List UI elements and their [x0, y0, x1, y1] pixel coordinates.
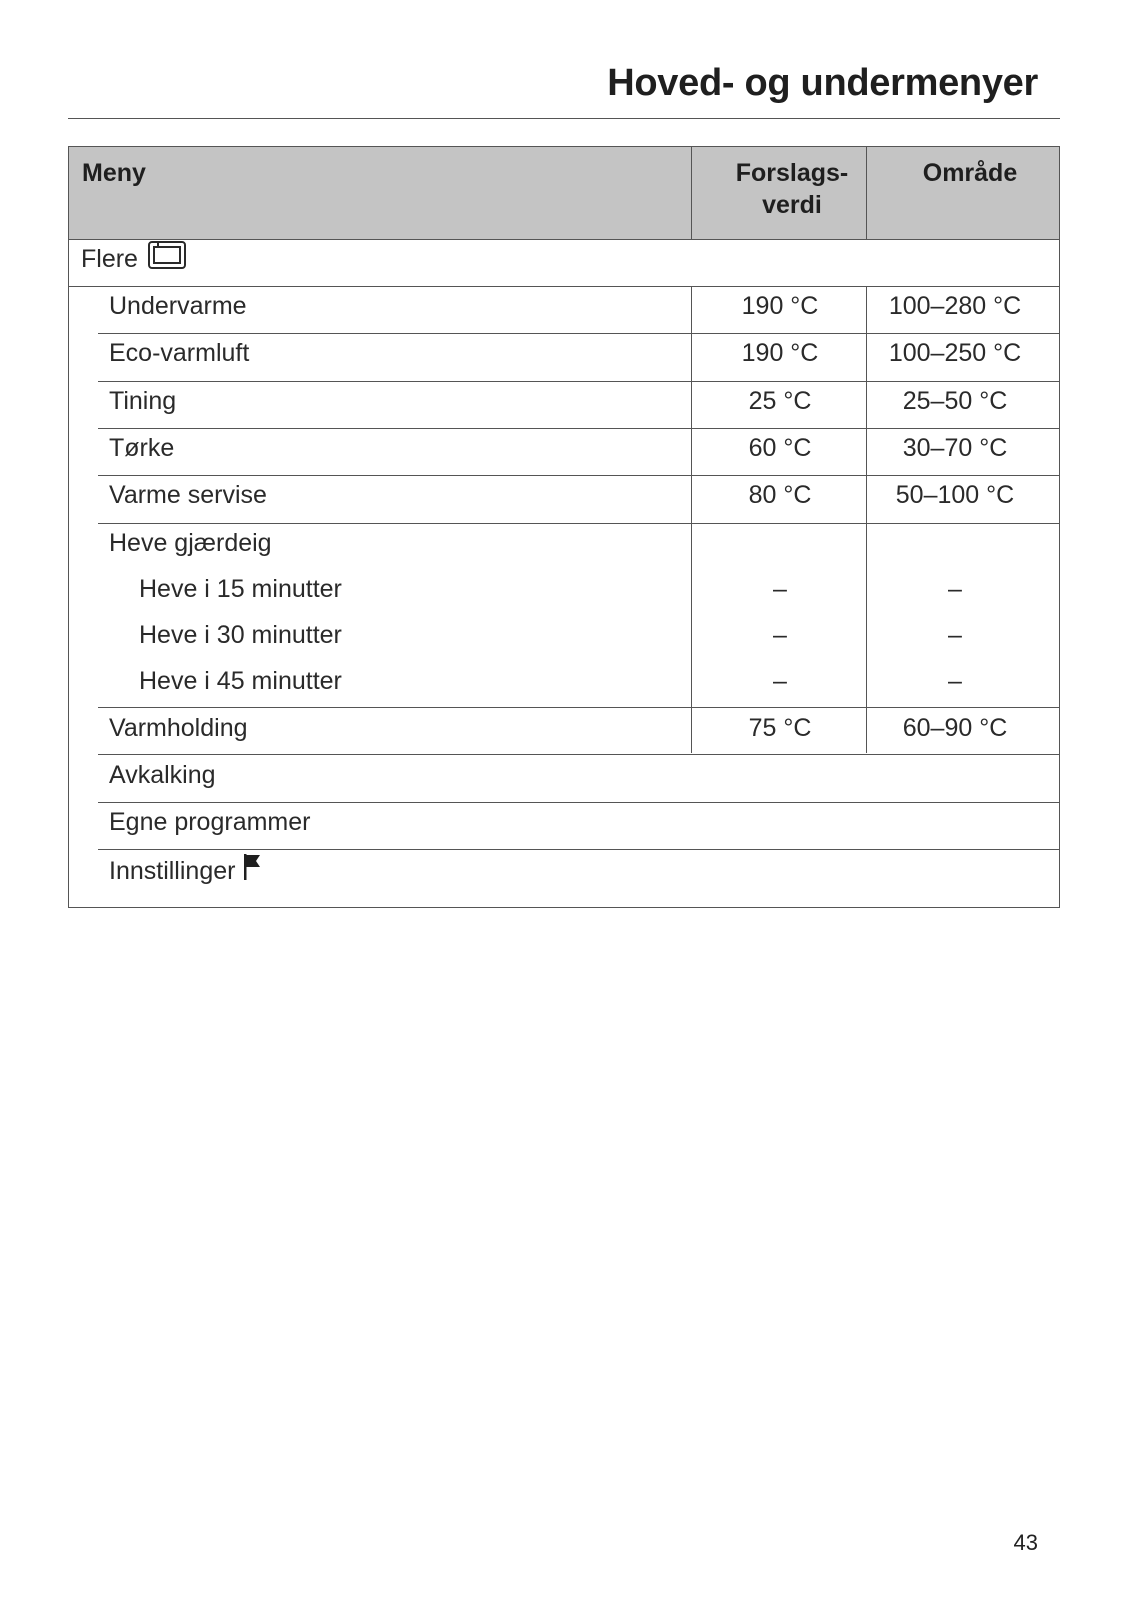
row-label: Eco-varmluft	[109, 339, 250, 367]
row-suggested: 60 °C	[748, 434, 812, 462]
page-title: Hoved- og undermenyer	[607, 62, 1038, 104]
row-divider	[98, 381, 1059, 382]
row-label: Avkalking	[109, 761, 216, 789]
row-range: 60–90 °C	[902, 714, 1008, 742]
row-label: Varme servise	[109, 481, 267, 509]
row-label: Varmholding	[109, 714, 248, 742]
row-suggested: 25 °C	[748, 387, 812, 415]
row-suggested: –	[773, 575, 787, 603]
table-header	[69, 147, 1059, 240]
row-range: –	[948, 575, 962, 603]
row-divider	[98, 523, 1059, 524]
header-range: Område	[922, 159, 1018, 187]
header-suggested	[702, 157, 882, 221]
row-suggested: 75 °C	[748, 714, 812, 742]
header-suggested-line1: Forslags-	[735, 159, 849, 187]
row-suggested: 190 °C	[741, 292, 819, 320]
row-suggested: –	[773, 621, 787, 649]
col-divider	[691, 147, 692, 239]
sub-row-label: Heve i 15 minutter	[139, 575, 342, 603]
row-divider	[98, 475, 1059, 476]
col-divider	[866, 147, 867, 239]
row-range: 25–50 °C	[902, 387, 1008, 415]
row-label: Innstillinger	[109, 857, 236, 886]
sub-row-label: Heve i 45 minutter	[139, 667, 342, 695]
row-suggested: 190 °C	[741, 339, 819, 367]
row-label: Tining	[109, 387, 177, 415]
row-divider	[98, 849, 1059, 850]
row-divider	[98, 707, 1059, 708]
header-menu: Meny	[82, 159, 146, 187]
row-label: Undervarme	[109, 292, 247, 320]
sub-row-label: Heve i 30 minutter	[139, 621, 342, 649]
row-divider	[69, 286, 1059, 287]
menu-table	[68, 146, 1060, 908]
flag-icon	[243, 853, 261, 888]
row-divider	[98, 802, 1059, 803]
title-divider	[68, 118, 1060, 119]
row-divider	[98, 428, 1059, 429]
row-range: 100–280 °C	[888, 292, 1022, 320]
row-range: 50–100 °C	[895, 481, 1015, 509]
row-range: 30–70 °C	[902, 434, 1008, 462]
row-label: Egne programmer	[109, 808, 311, 836]
row-range: –	[948, 667, 962, 695]
group-row-flere	[81, 243, 186, 278]
row-label: Tørke	[109, 434, 175, 462]
group-label: Flere	[81, 245, 138, 274]
row-range: 100–250 °C	[888, 339, 1022, 367]
row-settings	[109, 855, 261, 890]
row-label: Heve gjærdeig	[109, 529, 272, 557]
row-suggested: 80 °C	[748, 481, 812, 509]
row-suggested: –	[773, 667, 787, 695]
row-divider	[98, 333, 1059, 334]
row-range: –	[948, 621, 962, 649]
row-divider	[98, 754, 1059, 755]
page-number: 43	[1013, 1530, 1038, 1555]
header-suggested-line2: verdi	[762, 191, 822, 219]
multiple-screens-icon	[148, 241, 186, 276]
